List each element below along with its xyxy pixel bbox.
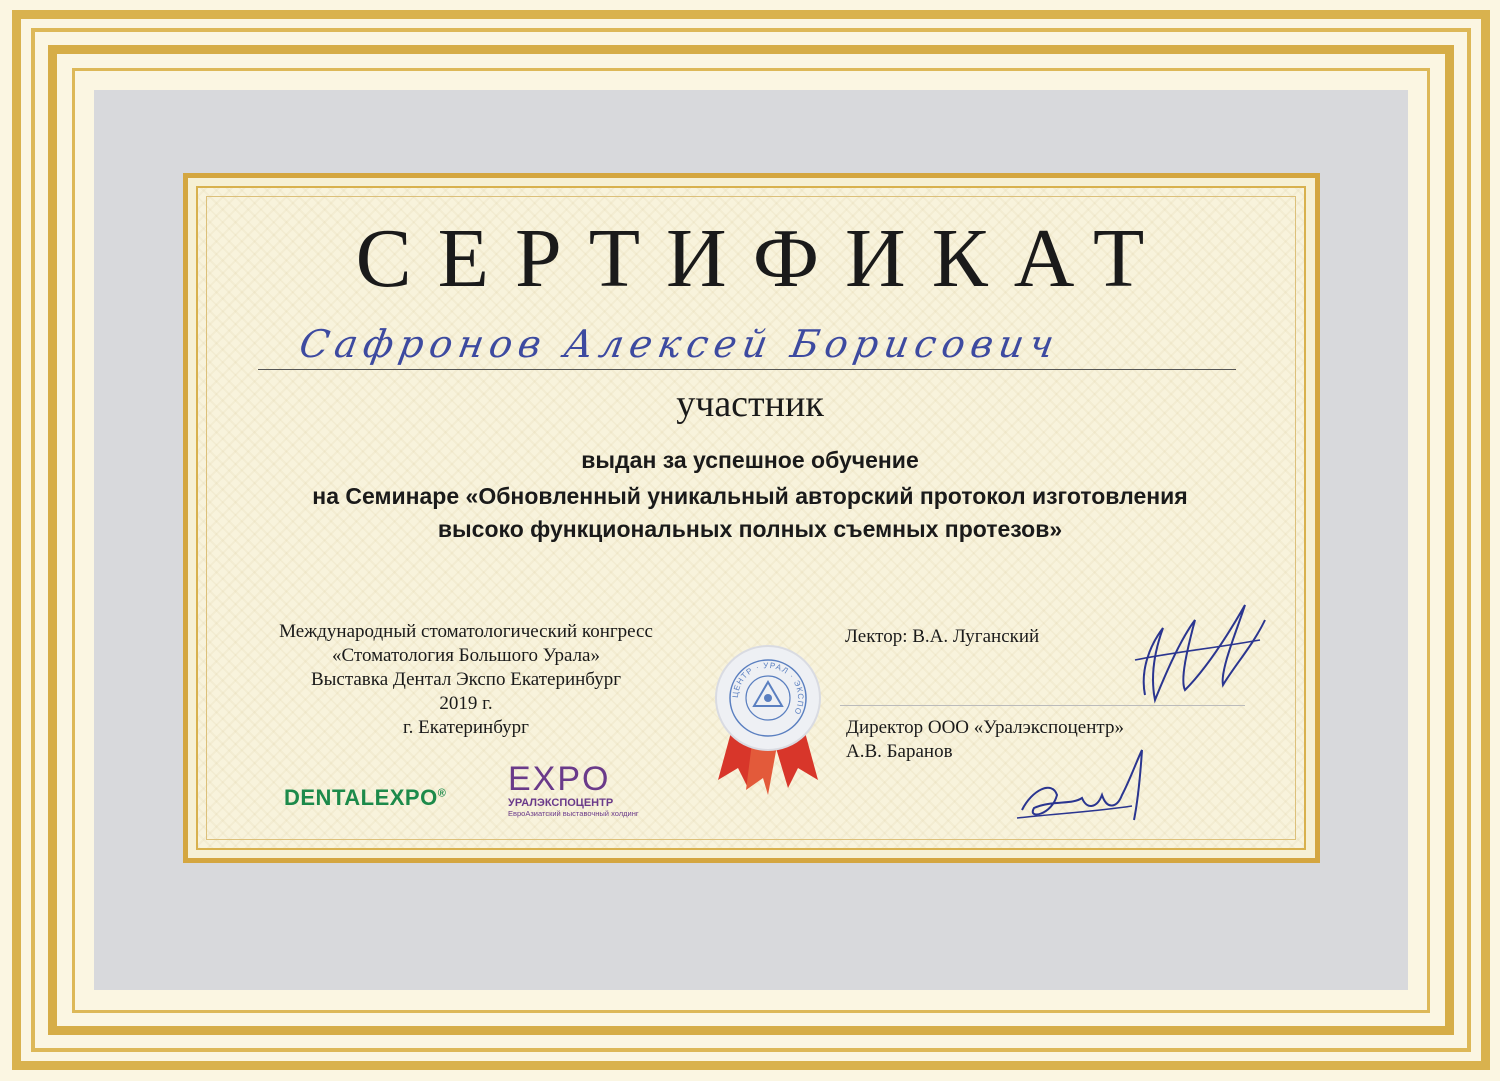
congress-line-3: Выставка Дентал Экспо Екатеринбург xyxy=(310,669,622,690)
dentalexpo-wordmark: DENTALEXPO xyxy=(284,785,438,810)
congress-info xyxy=(216,620,716,740)
lector-label: Лектор: В.А. Луганский xyxy=(845,626,1040,647)
seal-emblem xyxy=(708,640,828,800)
director-signature xyxy=(1012,740,1162,840)
seminar-line-2: высоко функциональных полных съемных протезов» xyxy=(437,516,1063,542)
certificate-title: СЕРТИФИКАТ xyxy=(355,212,1171,305)
seminar-line-1: на Семинаре «Обновленный уникальный авторский протокол изготовления xyxy=(312,483,1188,509)
congress-line-5: г. Екатеринбург xyxy=(403,717,529,738)
director-title: Директор ООО «Уралэкспоцентр» xyxy=(846,717,1124,738)
recipient-role: участник xyxy=(676,383,824,425)
seminar-title xyxy=(200,480,1300,546)
lector-signature xyxy=(1125,590,1275,710)
expo-wordmark: EXPO xyxy=(508,760,611,798)
dentalexpo-logo xyxy=(284,785,446,811)
congress-line-4: 2019 г. xyxy=(439,693,493,714)
congress-line-1: Международный стоматологический конгресс xyxy=(279,621,653,642)
uralexpocenter-logo xyxy=(508,760,658,818)
expo-company-name: УРАЛЭКСПОЦЕНТР xyxy=(508,797,614,809)
award-reason: выдан за успешное обучение xyxy=(581,447,919,473)
recipient-name: Сафронов Алексей Борисович xyxy=(296,322,1064,366)
name-underline xyxy=(258,369,1236,370)
congress-line-2: «Стоматология Большого Урала» xyxy=(332,645,600,666)
seal-ring-text: ЦЕНТР · УРАЛ · ЭКСПО xyxy=(730,660,806,717)
director-name: А.В. Баранов xyxy=(846,741,953,762)
registered-mark: ® xyxy=(437,787,447,800)
expo-tagline: ЕвроАзиатский выставочный холдинг xyxy=(508,809,639,818)
